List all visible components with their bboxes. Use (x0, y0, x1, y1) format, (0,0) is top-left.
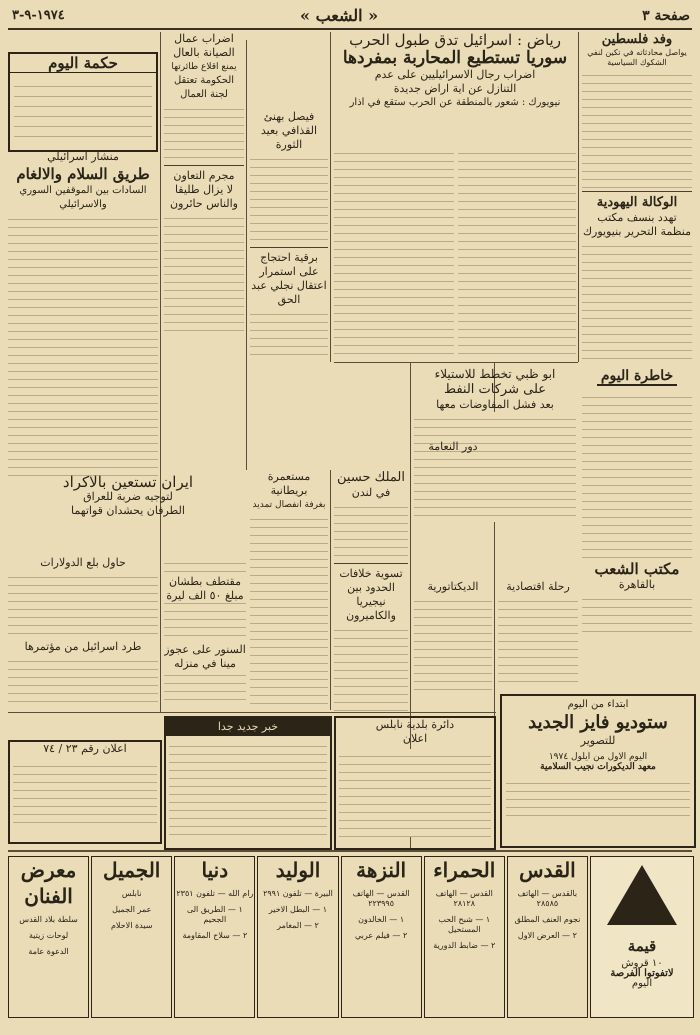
hussein-body (334, 500, 408, 560)
cinema-ad (257, 856, 338, 1018)
cable-body (250, 307, 328, 360)
fayez-line-2: معهد الديكورات نجيب السلامية (540, 762, 656, 772)
british-headline: مستعمرة بريطانية (267, 470, 311, 497)
expel-body (8, 654, 158, 704)
cinema-name: النزهة (356, 858, 407, 882)
tobacco-ad (590, 856, 694, 1018)
hussein-headline: الملك حسين (337, 470, 405, 485)
paid-headline: مقتطف بطشان (164, 575, 246, 589)
dollars-body (8, 570, 158, 640)
issue-date: ١٩٧٤-٩-٣ (12, 8, 65, 23)
cinema-line: ١ — البطل الاخير (268, 905, 328, 914)
cable-subhead: على استمرار اعتقال نجلي عبد الحق (251, 265, 327, 306)
cinema-line: ٢ — العرض الاول (517, 931, 577, 940)
cinema-line: ١ — شبح الحب المستحيل (438, 915, 491, 934)
page-number: صفحة ٣ (642, 8, 690, 24)
wisdom-title: حكمة اليوم (10, 54, 156, 73)
dictatorship-body (414, 594, 492, 694)
faisal-column (250, 110, 328, 360)
cinema-ad (507, 856, 588, 1018)
cinema-line: سلطة بلاد القدس (19, 915, 78, 924)
oil-subhead-2: بعد فشل المفاوضات معها (436, 398, 554, 411)
iran-subhead-2: الطرفان يحشدان قواتهما (71, 504, 185, 517)
khatira-body (582, 390, 692, 560)
cinema-line: لوحات زيتية (28, 931, 69, 940)
fayez-body (506, 776, 690, 816)
paper-name: « الشعب » (300, 6, 379, 25)
strike-headline: اضراب عمال الصيانة بالعال (173, 32, 235, 59)
cinema-name: دنيا (201, 858, 229, 882)
lead-subhead-3: نيويورك : شعور بالمنطقة عن الحرب ستقع في اذار (349, 97, 561, 108)
hussein-subhead: في لندن (351, 486, 391, 499)
cinema-line: نابلس (121, 889, 142, 898)
tobacco-logo-shape (607, 865, 677, 925)
iran-subhead: لتوجيه ضربة للعراق (83, 490, 173, 503)
cinema-line: ١ — الطريق الى الجحيم (186, 905, 243, 924)
right-column (582, 32, 692, 362)
oil-subhead: على شركات النفط (443, 382, 547, 397)
economy-body (498, 594, 578, 684)
pulse-subhead: بالقاهرة (618, 578, 656, 591)
tobacco-tag: ١٠ قروش (621, 958, 663, 969)
strike-column (164, 32, 244, 332)
iran-headline: ايران تستعين بالاكراد (62, 474, 194, 491)
cable-headline: برقية احتجاج (260, 251, 318, 264)
khatira-logo: خاطرة اليوم (597, 368, 677, 386)
dictatorship-column (414, 580, 492, 710)
agency-headline: الوكالة اليهودية (596, 195, 678, 210)
cinema-ad (341, 856, 422, 1018)
expel-headline: طرد اسرائيل من مؤتمرها (24, 640, 142, 653)
peace-headline: طريق السلام والالغام (16, 165, 150, 183)
cinema-line: ٢ — المغامر (277, 921, 319, 930)
british-column (250, 470, 328, 710)
commentary-label: منشار اسرائيلي (47, 150, 119, 163)
faisal-subhead: القذافي بعيد الثورة (260, 124, 318, 151)
pulse-body (582, 592, 692, 632)
iran-story (8, 474, 248, 554)
right-column-lower (582, 362, 692, 632)
tobacco-brand: قيمة (627, 937, 657, 955)
border-headline: تسوية خلافات (339, 567, 403, 580)
cinema-name: معرض الفنان (20, 858, 77, 908)
delegation-body (582, 68, 692, 188)
old-headline: السنور على عجوز مينا في منزله (164, 643, 246, 670)
agency-body (582, 239, 692, 362)
dollars-headline: حاول بلع الدولارات (40, 556, 126, 569)
lead-body-left (334, 146, 454, 356)
delegation-subhead: يواصل محادثاته في تكين لنفي الشكوك السياسية (587, 48, 687, 67)
delegation-headline: وفد فلسطين (601, 32, 673, 47)
strike-subhead: يمنع اقلاع طائرتها (171, 62, 237, 72)
column-rule (330, 32, 331, 362)
fayez-studio-ad (500, 694, 696, 848)
cinema-line: نجوم العنف المطلق (514, 915, 581, 924)
border-subhead: الحدود بين نيجيريا والكاميرون (346, 581, 396, 622)
lead-headline: سوريا تستطيع المحاربة بمفردها (342, 48, 568, 68)
nablus-body (339, 749, 491, 837)
oil-headline: ابو ظبي تخطط للاستيلاء (434, 367, 556, 381)
cinema-line: بالقدس — الهاتف ٢٨٥٨٥ (517, 889, 578, 908)
paid-box (164, 575, 246, 695)
british-body (250, 512, 328, 710)
hungry-body (164, 211, 244, 332)
pulse-headline: مكتب الشعب (594, 560, 680, 578)
economy-column (498, 580, 578, 690)
column-rule (330, 470, 331, 710)
cinema-line: رام الله — تلفون ٢٣٥١ (176, 889, 254, 898)
cinema-line: البيرة — تلفون ٢٩٩١ (263, 889, 333, 898)
fayez-kicker: ابتداء من اليوم (567, 699, 629, 710)
wisdom-box (8, 52, 158, 152)
column-rule (246, 40, 247, 470)
nablus-headline: دائرة بلدية نابلس (375, 718, 455, 731)
cinema-line: ٢ — سلاح المقاومة (182, 931, 248, 940)
faisal-headline: فيصل بهنئ (263, 110, 315, 123)
oil-body (414, 412, 576, 522)
cinema-line: ١ — الخالدون (358, 915, 405, 924)
alert-box (164, 716, 332, 850)
nablus-subhead: اعلان (402, 732, 428, 745)
column-rule (160, 32, 161, 712)
fayez-line: اليوم الاول من ايلول ١٩٧٤ (548, 752, 648, 762)
economy-headline: رحلة اقتصادية (506, 580, 570, 593)
tobacco-sub: اليوم (631, 978, 653, 989)
cinema-name: الوليد (275, 858, 321, 882)
fayez-sub: للتصوير (580, 734, 616, 747)
alert-headline: خبر جديد جدا (166, 718, 330, 736)
announcement-box (8, 740, 162, 844)
hussein-column (334, 470, 408, 720)
hungry-headline: مجرم التعاون (173, 169, 235, 182)
dollars-column (8, 556, 158, 716)
border-body (334, 623, 408, 713)
commentary-column (8, 150, 158, 480)
cinema-ad (8, 856, 89, 1018)
lead-body-right (458, 146, 576, 356)
cinema-name: الحمراء (433, 858, 496, 882)
agency-subhead: تهدد بنسف مكتب منظمة التحرير بنيويورك (582, 211, 692, 238)
nablus-notice (334, 716, 496, 850)
dictatorship-headline: الديكتاتورية (427, 580, 479, 593)
cinema-line: الدعوة عامة (28, 947, 69, 956)
tobacco-headline: لاتفوتوا الفرصة (610, 968, 674, 979)
cinema-line: ٢ — ضابط الدورية (433, 941, 496, 950)
lead-story-header (334, 32, 576, 142)
peace-body (8, 212, 158, 480)
hungry-subhead: لا يزال طليقا والناس حائرون (170, 183, 238, 210)
lead-subhead-1: اضراب رجال الاسرائيليين على عدم (374, 68, 536, 81)
cinema-name: الجميل (103, 858, 161, 882)
cinema-line: عمر الجميل (112, 905, 152, 914)
cinema-line: القدس — الهاتف ٢٢٣٩٩٥ (352, 889, 410, 908)
peace-subhead: السادات بين الموقفين السوري والاسرائيلي (19, 185, 147, 210)
wheel-box (414, 440, 492, 462)
wisdom-body (14, 77, 152, 137)
column-rule (578, 32, 579, 362)
cinema-ad (174, 856, 255, 1018)
wheel-headline: دور النعامة (428, 440, 478, 453)
lead-kicker: رياض : اسرائيل تدق طبول الحرب (349, 32, 561, 49)
government-headline: الحكومة تعتقل لجنة العمال (173, 75, 235, 100)
faisal-body (250, 152, 328, 244)
paid-subhead: مبلغ ٥٠ الف ليرة (164, 589, 246, 603)
cinema-ad (91, 856, 172, 1018)
announcement-body (13, 759, 157, 829)
cinema-line: ٢ — فيلم عربي (355, 931, 408, 940)
british-subhead: بغرفة انفصال تمديد (252, 500, 326, 510)
strike-body (164, 102, 244, 162)
cinema-ad (424, 856, 505, 1018)
alert-body (169, 739, 327, 839)
fayez-name: ستوديو فايز الجديد (528, 712, 668, 733)
cinema-line: سيدة الاحلام (110, 921, 153, 930)
cinema-line: القدس — الهاتف ٢٨١٢٨ (435, 889, 493, 908)
cinema-name: القدس (519, 858, 576, 882)
announcement-headline: اعلان رقم ٢٣ / ٧٤ (43, 742, 127, 755)
lead-subhead-2: التنازل عن اية اراض جديدة (393, 82, 517, 95)
